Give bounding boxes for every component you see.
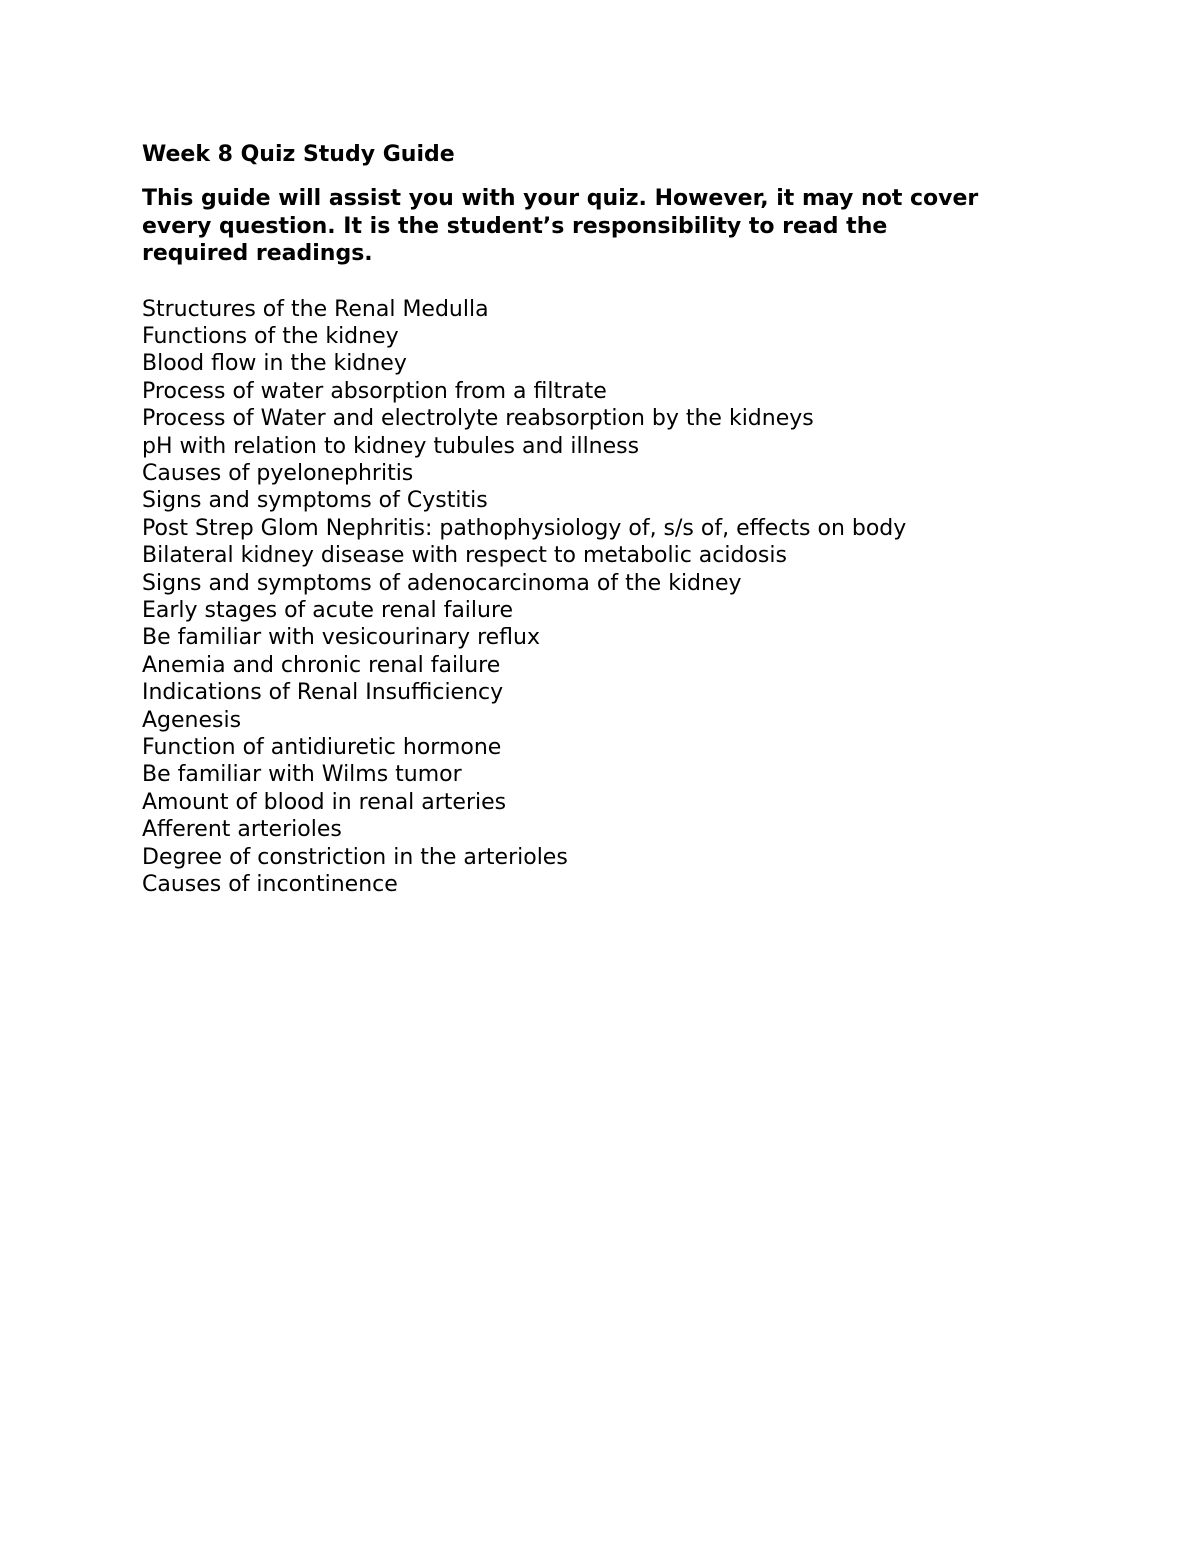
topic-item: Be familiar with Wilms tumor: [142, 762, 462, 788]
topic-item: Bilateral kidney disease with respect to metabolic acidosis: [142, 543, 787, 569]
topic-item: Degree of constriction in the arterioles: [142, 844, 568, 870]
topic-item: Amount of blood in renal arteries: [142, 789, 507, 815]
intro-line: This guide will assist you with your quiz. However, it may not cover: [142, 186, 979, 211]
topic-item: Blood flow in the kidney: [142, 351, 407, 377]
topic-item: Anemia and chronic renal failure: [142, 652, 501, 678]
topic-item: Process of water absorption from a filtrate: [142, 378, 607, 404]
topic-item: Be familiar with vesicourinary reflux: [142, 625, 540, 651]
topic-item: pH with relation to kidney tubules and illness: [142, 433, 640, 459]
topic-item: Causes of incontinence: [142, 872, 398, 898]
intro-paragraph: [142, 185, 1062, 268]
topic-item: Agenesis: [142, 707, 242, 733]
document-body: [142, 140, 1062, 898]
topic-item: Structures of the Renal Medulla: [142, 296, 489, 322]
topic-item: Process of Water and electrolyte reabsorption by the kidneys: [142, 406, 814, 432]
topic-item: Functions of the kidney: [142, 323, 399, 349]
topic-item: Early stages of acute renal failure: [142, 597, 514, 623]
topic-item: Indications of Renal Insufficiency: [142, 680, 504, 706]
topic-item: Afferent arterioles: [142, 817, 342, 843]
intro-line: required readings.: [142, 241, 373, 266]
intro-line: every question. It is the student’s responsibility to read the: [142, 213, 888, 239]
topic-item: Signs and symptoms of adenocarcinoma of the kidney: [142, 570, 742, 596]
topic-list: [142, 296, 1062, 899]
topic-item: Post Strep Glom Nephritis: pathophysiology of, s/s of, effects on body: [142, 515, 907, 541]
topic-item: Function of antidiuretic hormone: [142, 735, 502, 760]
topic-item: Causes of pyelonephritis: [142, 460, 414, 486]
document-title: Week 8 Quiz Study Guide: [142, 142, 455, 167]
topic-item: Signs and symptoms of Cystitis: [142, 488, 488, 514]
